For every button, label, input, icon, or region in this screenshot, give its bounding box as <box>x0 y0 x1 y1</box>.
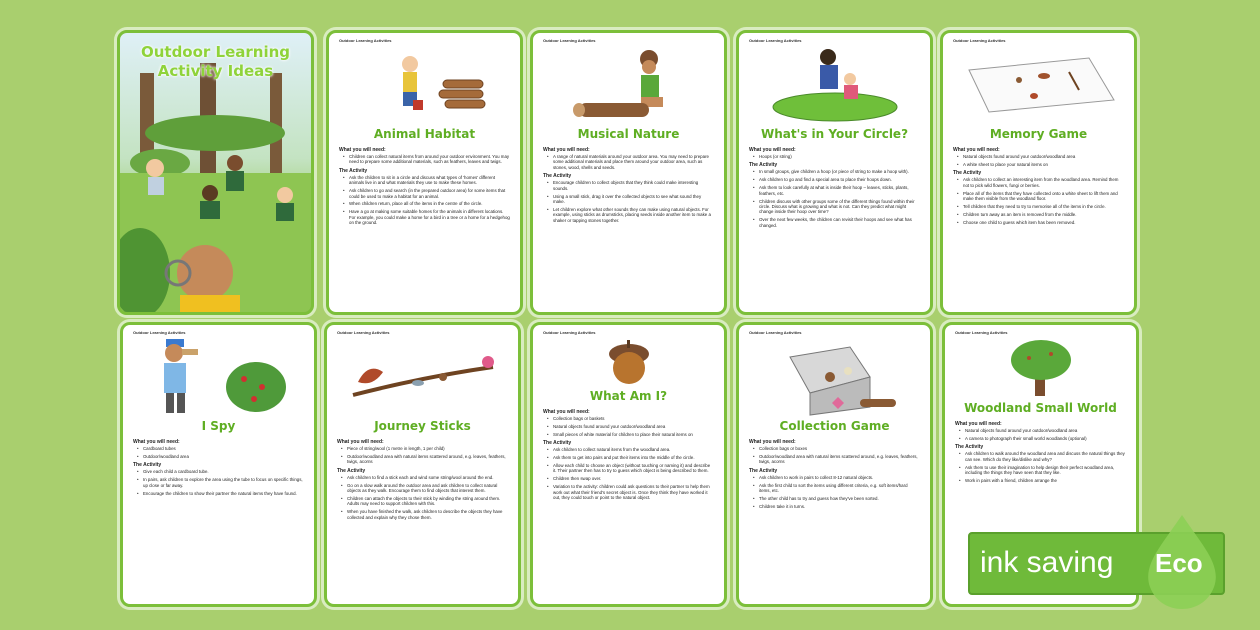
section-heading: The Activity <box>543 173 572 180</box>
section-heading: The Activity <box>543 440 572 447</box>
section-heading: The Activity <box>955 444 984 451</box>
activity-card-memory-game <box>940 30 1137 315</box>
activity-list <box>133 469 304 496</box>
section-heading: The Activity <box>953 170 982 177</box>
list-item: • Ask the children to sit in a circle and discuss what types of 'homes' different animals live in and what materials they use to make these homes. <box>349 175 510 186</box>
list-item: • Using a small stick, drag it over the collected objects to see what sound they make. <box>553 194 714 205</box>
card-header: Outdoor Learning Activities <box>133 330 186 335</box>
activity-list <box>543 180 714 223</box>
list-item: • A camera to photograph their small world woodlands (optional) <box>965 436 1126 441</box>
list-item: • Children turn away as an item is removed from the middle. <box>963 212 1124 217</box>
list-item: • Natural objects found around your outdoor/woodland area <box>965 428 1126 433</box>
card-illustration <box>953 45 1124 125</box>
list-item: • Outdoor/woodland area <box>143 454 304 459</box>
card-illustration <box>543 45 714 125</box>
needs-list <box>337 446 508 465</box>
list-item: • A range of natural materials around your outdoor area. You may need to prepare some additional materials and place them around your outdoor area, such as stones, wood, shells and seeds. <box>553 154 714 170</box>
needs-list <box>749 154 920 159</box>
activity-card-journey-sticks <box>324 322 521 607</box>
activity-card-whats-in-your-circle <box>736 30 933 315</box>
list-item: • Give each child a cardboard tube. <box>143 469 304 474</box>
list-item: • Go on a slow walk around the outdoor area and ask children to collect natural objects as they walk. Encourage them to find objects that interest them. <box>347 483 508 494</box>
card-header: Outdoor Learning Activities <box>953 38 1006 43</box>
list-item: • Natural objects found around your outdoor/woodland area <box>963 154 1124 159</box>
card-header: Outdoor Learning Activities <box>749 38 802 43</box>
list-item: • Variation to the activity: children could ask questions to their partner to help them work out what their friend's secret object is. Once they think they have worked it out, they could touch or point to the natural object. <box>553 484 714 500</box>
section-heading: What you will need: <box>955 421 1002 427</box>
list-item: • Work in pairs with a friend, children arrange the <box>965 478 1126 483</box>
list-item: • Have a go at making some suitable homes for the animals in different locations. For example, you could make a home for a bird in a tree or a home for a hedgehog on the ground. <box>349 209 510 225</box>
card-title: Memory Game <box>989 127 1088 141</box>
list-item: • Let children explore what other sounds they can make using natural objects. For example, using sticks as drumsticks, placing seeds inside another item to make a shaker or tapping stones together. <box>553 207 714 223</box>
list-item: • A white sheet to place your natural items on <box>963 162 1124 167</box>
list-item: • Collection bags or boxes <box>759 446 920 451</box>
card-header: Outdoor Learning Activities <box>749 330 802 335</box>
card-header: Outdoor Learning Activities <box>543 38 596 43</box>
card-illustration <box>133 337 304 417</box>
ink-saving-label: ink saving <box>980 546 1114 579</box>
needs-list <box>749 446 920 465</box>
cover-card <box>117 30 314 315</box>
list-item: • The other child has to try and guess how they've been sorted. <box>759 496 920 501</box>
section-heading: What you will need: <box>749 439 796 445</box>
section-heading: What you will need: <box>337 439 384 445</box>
list-item: • Ask them to get into pairs and put their items into the middle of the circle. <box>553 455 714 460</box>
list-item: • Children can collect natural items from around your outdoor environment. You may need to prepare some additional materials, such as feathers, leaves and twigs. <box>349 154 510 165</box>
card-illustration <box>749 45 920 125</box>
activity-list <box>543 447 714 500</box>
card-title: What Am I? <box>589 389 668 403</box>
list-item: • Small pieces of white material for children to place their natural items on <box>553 432 714 437</box>
card-header: Outdoor Learning Activities <box>339 38 392 43</box>
list-item: • Ask them to use their imagination to help design their perfect woodland area, including the things they have seen that they like. <box>965 465 1126 476</box>
needs-list <box>955 428 1126 441</box>
list-item: • When children return, place all of the items in the centre of the circle. <box>349 201 510 206</box>
list-item: • Ask the first child to sort the items using different criteria, e.g. soft items/hard items, etc. <box>759 483 920 494</box>
list-item: • Ask children to go and search (in the prepared outdoor area) for some items that could be used to make a habitat for an animal. <box>349 188 510 199</box>
activity-card-i-spy <box>120 322 317 607</box>
section-heading: The Activity <box>339 167 368 174</box>
list-item: • Ask children to work in pairs to collect 8-12 natural objects. <box>759 475 920 480</box>
list-item: • Children then swap over. <box>553 476 714 481</box>
list-item: • Ask children to collect an interesting item from the woodland area. Remind them not to pick wild flowers, fungi or berries. <box>963 177 1124 188</box>
list-item: • Children discuss with other groups some of the different things found within their circle. Discuss what is growing and what is not. Can they predict what might change inside their hoop over time? <box>759 199 920 215</box>
card-title: I Spy <box>201 419 236 433</box>
activity-list <box>749 475 920 510</box>
section-heading: The Activity <box>749 162 778 169</box>
list-item: • Place all of the items that they have collected onto a white sheet to lift them and make them visible from the woodland floor. <box>963 191 1124 202</box>
list-item: • Tell children that they need to try to memorise all of the items in the circle. <box>963 204 1124 209</box>
card-title: Woodland Small World <box>964 401 1117 415</box>
section-heading: The Activity <box>133 462 162 469</box>
section-heading: What you will need: <box>749 147 796 153</box>
card-header: Outdoor Learning Activities <box>955 330 1008 335</box>
activity-list <box>337 475 508 520</box>
activity-list <box>953 177 1124 225</box>
section-heading: The Activity <box>337 467 366 474</box>
cover-title <box>120 43 311 81</box>
list-item: • Outdoor/woodland area with natural items scattered around, e.g. leaves, feathers, twigs, acorns <box>759 454 920 465</box>
list-item: • Hoops (or string) <box>759 154 920 159</box>
card-illustration <box>955 337 1126 399</box>
list-item: • In pairs, ask children to explore the area using the tube to focus on specific things, up close or far away. <box>143 477 304 488</box>
card-illustration <box>339 45 510 125</box>
cover-title-line-1: Outdoor Learning <box>140 43 291 61</box>
card-title: Collection Game <box>779 419 890 433</box>
needs-list <box>543 416 714 437</box>
list-item: • Natural objects found around your outdoor/woodland area <box>553 424 714 429</box>
list-item: • Ask children to walk around the woodland area and discuss the natural things they can see. Which do they like/dislike and why? <box>965 451 1126 462</box>
list-item: • Allow each child to choose an object (without touching or naming it) and describe it. Their partner then has to try to guess which object is being described to them. <box>553 463 714 474</box>
list-item: • Children can attach the objects to their stick by winding the string around them. Adults may need to support children with this. <box>347 496 508 507</box>
activity-list <box>339 175 510 226</box>
list-item: • Encourage the children to show their partner the natural items they have found. <box>143 491 304 496</box>
section-heading: What you will need: <box>543 147 590 153</box>
list-item: • In small groups, give children a hoop (or piece of string to make a hoop with). <box>759 169 920 174</box>
list-item: • Ask children to find a stick each and wind some string/wool around the end. <box>347 475 508 480</box>
list-item: • Encourage children to collect objects that they think could make interesting sounds. <box>553 180 714 191</box>
list-item: • Choose one child to guess which item has been removed. <box>963 220 1124 225</box>
card-illustration <box>543 337 714 387</box>
list-item: • Cardboard tubes <box>143 446 304 451</box>
section-heading: What you will need: <box>543 409 590 415</box>
activity-card-musical-nature <box>530 30 727 315</box>
card-title: What's in Your Circle? <box>760 127 909 141</box>
list-item: • Ask them to look carefully at what is inside their hoop – leaves, sticks, plants, feathers, etc. <box>759 185 920 196</box>
card-title: Animal Habitat <box>373 127 476 141</box>
section-heading: What you will need: <box>953 147 1000 153</box>
eco-badge-label: Eco <box>1155 548 1203 578</box>
card-illustration <box>337 337 508 417</box>
list-item: • Children take it in turns. <box>759 504 920 509</box>
list-item: • Ask children to go and find a special area to place their hoops down. <box>759 177 920 182</box>
list-item: • Piece of string/wool (1 metre in length, 1 per child) <box>347 446 508 451</box>
needs-list <box>953 154 1124 167</box>
section-heading: What you will need: <box>133 439 180 445</box>
activity-list <box>749 169 920 228</box>
section-heading: The Activity <box>749 467 778 474</box>
card-illustration <box>749 337 920 417</box>
list-item: • Collection bags or baskets <box>553 416 714 421</box>
card-header: Outdoor Learning Activities <box>543 330 596 335</box>
needs-list <box>339 154 510 165</box>
list-item: • Over the next few weeks, the children can revisit their hoops and see what has changed. <box>759 217 920 228</box>
list-item: • When you have finished the walk, ask children to describe the objects they have collected and explain why they chose them. <box>347 509 508 520</box>
list-item: • Ask children to collect natural items from the woodland area. <box>553 447 714 452</box>
card-title: Musical Nature <box>577 127 680 141</box>
needs-list <box>133 446 304 459</box>
activity-card-collection-game <box>736 322 933 607</box>
card-header: Outdoor Learning Activities <box>337 330 390 335</box>
needs-list <box>543 154 714 170</box>
section-heading: What you will need: <box>339 147 386 153</box>
activity-card-animal-habitat <box>326 30 523 315</box>
list-item: • Outdoor/woodland area with natural items scattered around, e.g. leaves, feathers, twigs, acorns <box>347 454 508 465</box>
cover-title-line-2: Activity Ideas <box>157 62 274 80</box>
activity-card-what-am-i <box>530 322 727 607</box>
activity-list <box>955 451 1126 483</box>
card-title: Journey Sticks <box>374 419 471 433</box>
